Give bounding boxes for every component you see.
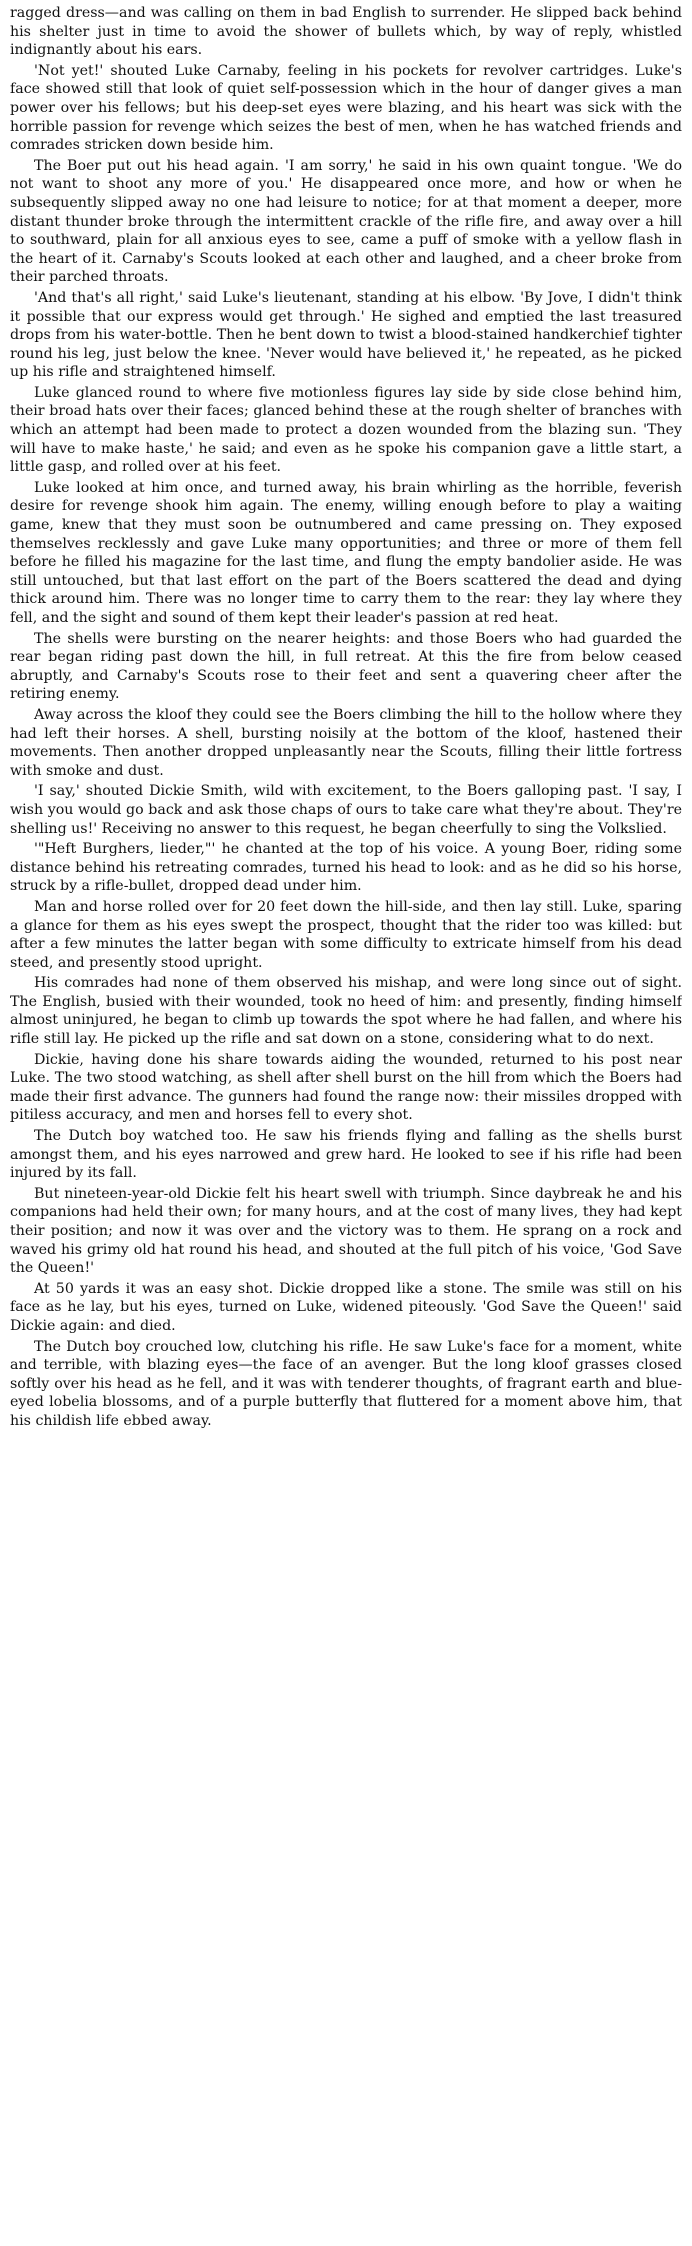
paragraph: Away across the kloof they could see the Boers climbing the hill to the hollow where they had left their horses. A shell, bursting noisily at the bottom of the kloof, hastened their movements. Then another dropped unpleasantly near the Scouts, filling their little fortress with smoke and dust.: [10, 706, 682, 779]
paragraph: At 50 yards it was an easy shot. Dickie dropped like a stone. The smile was still on his face as he lay, but his eyes, turned on Luke, widened piteously. 'God Save the Queen!' said Dickie again: and died.: [10, 1280, 682, 1334]
paragraph: The Boer put out his head again. 'I am sorry,' he said in his own quaint tongue. 'We do not want to shoot any more of you.' He disappeared once more, and how or when he subsequently slipped away no one had leisure to notice; for at that moment a deeper, more distant thunder broke through the intermittent crackle of the rifle fire, and away over a hill to southward, plain for all anxious eyes to see, came a puff of smoke with a yellow flash in the heart of it. Carnaby's Scouts looked at each other and laughed, and a cheer broke from their parched throats.: [10, 157, 682, 286]
paragraph: 'Not yet!' shouted Luke Carnaby, feeling in his pockets for revolver cartridges. Luke's face showed still that look of quiet self-possession which in the hour of danger gives a man power over his fellows; but his deep-set eyes were blazing, and his heart was sick with the horrible passion for revenge which seizes the best of men, when he has watched friends and comrades stricken down beside him.: [10, 62, 682, 154]
paragraph: Luke glanced round to where five motionless figures lay side by side close behind him, their broad hats over their faces; glanced behind these at the rough shelter of branches with which an attempt had been made to protect a dozen wounded from the blazing sun. 'They will have to make haste,' he said; and even as he spoke his companion gave a little start, a little gasp, and rolled over at his feet.: [10, 384, 682, 476]
paragraph: 'And that's all right,' said Luke's lieutenant, standing at his elbow. 'By Jove, I didn't think it possible that our express would get through.' He sighed and emptied the last treasured drops from his water-bottle. Then he bent down to twist a blood-stained handkerchief tighter round his leg, just below the knee. 'Never would have believed it,' he repeated, as he picked up his rifle and straightened himself.: [10, 289, 682, 381]
paragraph: The Dutch boy crouched low, clutching his rifle. He saw Luke's face for a moment, white and terrible, with blazing eyes—the face of an avenger. But the long kloof grasses closed softly over his head as he fell, and it was with tenderer thoughts, of fragrant earth and blue-eyed lobelia blossoms, and of a purple butterfly that fluttered for a moment above him, that his childish life ebbed away.: [10, 1338, 682, 1429]
paragraph: His comrades had none of them observed his mishap, and were long since out of sight. The English, busied with their wounded, took no heed of him: and presently, finding himself almost uninjured, he began to climb up towards the spot where he had fallen, and where his rifle still lay. He picked up the rifle and sat down on a stone, considering what to do next.: [10, 975, 682, 1048]
article-column: [10, 0, 682, 2240]
paragraph: Dickie, having done his share towards aiding the wounded, returned to his post near Luke. The two stood watching, as shell after shell burst on the hill from which the Boers had made their first advance. The gunners had found the range now: their missiles dropped with pitiless accuracy, and men and horses fell to every shot.: [10, 1051, 682, 1124]
paragraph: '"Heft Burghers, lieder,"' he chanted at the top of his voice. A young Boer, riding some distance behind his retreating comrades, turned his head to look: and as he did so his horse, struck by a rifle-bullet, dropped dead under him.: [10, 841, 682, 895]
paragraph: 'I say,' shouted Dickie Smith, wild with excitement, to the Boers galloping past. 'I say, I wish you would go back and ask those chaps of ours to take care what they're about. They're shelling us!' Receiving no answer to this request, he began cheerfully to sing the Volkslied.: [10, 783, 682, 837]
paragraph: ragged dress—and was calling on them in bad English to surrender. He slipped back behind his shelter just in time to avoid the shower of bullets which, by way of reply, whistled indignantly about his ears.: [10, 5, 682, 59]
paragraph: But nineteen-year-old Dickie felt his heart swell with triumph. Since daybreak he and his companions had held their own; for many hours, and at the cost of many lives, they had kept their position; and now it was over and the victory was to them. He sprang on a rock and waved his grimy old hat round his head, and shouted at the full pitch of his voice, 'God Save the Queen!': [10, 1185, 682, 1277]
paragraph: Luke looked at him once, and turned away, his brain whirling as the horrible, feverish desire for revenge shook him again. The enemy, willing enough before to play a waiting game, knew that they must soon be outnumbered and came pressing on. They exposed themselves recklessly and gave Luke many opportunities; and three or more of them fell before he filled his magazine for the last time, and flung the empty bandolier aside. He was still untouched, but that last effort on the part of the Boers scattered the dead and dying thick around him. There was no longer time to carry them to the rear: they lay where they fell, and the sight and sound of them kept their leader's passion at red heat.: [10, 479, 682, 626]
paragraph: Man and horse rolled over for 20 feet down the hill-side, and then lay still. Luke, sparing a glance for them as his eyes swept the prospect, thought that the rider too was killed: but after a few minutes the latter began with some difficulty to extricate himself from his dead steed, and presently stood upright.: [10, 898, 682, 971]
paragraph: The Dutch boy watched too. He saw his friends flying and falling as the shells burst amongst them, and his eyes narrowed and grew hard. He looked to see if his rifle had been injured by its fall.: [10, 1128, 682, 1182]
paragraph: The shells were bursting on the nearer heights: and those Boers who had guarded the rear began riding past down the hill, in full retreat. At this the fire from below ceased abruptly, and Carnaby's Scouts rose to their feet and sent a quavering cheer after the retiring enemy.: [10, 630, 682, 703]
